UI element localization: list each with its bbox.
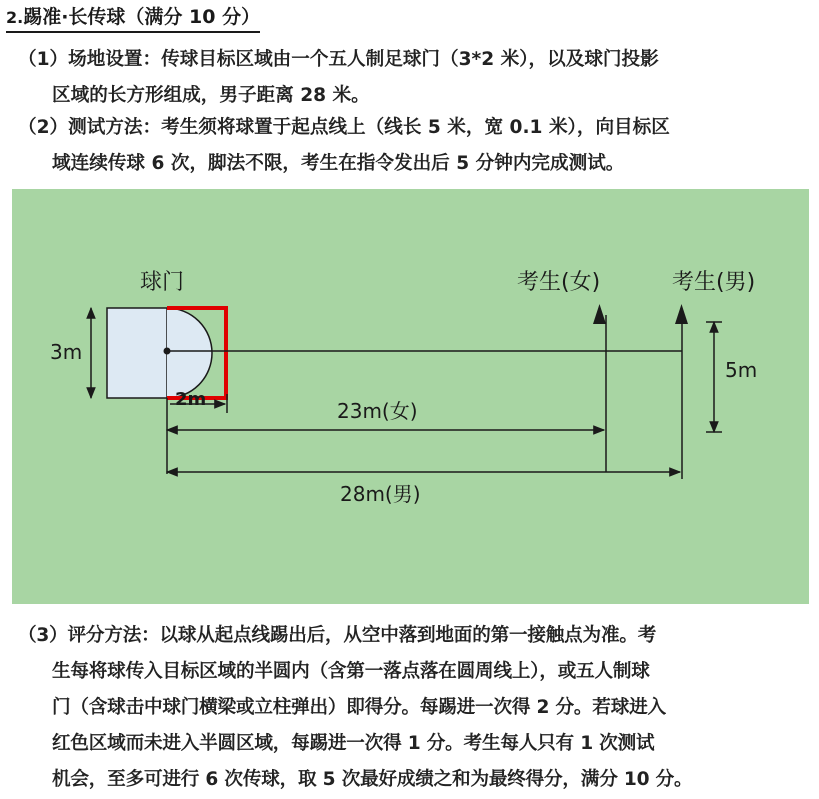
section-number: 2. bbox=[6, 8, 24, 27]
dist-male-label: 28m(男) bbox=[340, 482, 421, 506]
female-label: 考生(女) bbox=[517, 270, 601, 295]
male-label: 考生(男) bbox=[672, 270, 756, 295]
goal-label: 球门 bbox=[140, 270, 185, 295]
field-diagram-svg bbox=[12, 189, 809, 604]
section-title bbox=[6, 2, 260, 33]
test-method-line-2: 域连续传球 6 次，脚法不限，考生在指令发出后 5 分钟内完成测试。 bbox=[52, 153, 625, 174]
field-setup-paragraph bbox=[18, 42, 808, 114]
scoring-line-5: 机会，至多可进行 6 次传球，取 5 次最好成绩之和为最终得分，满分 10 分。 bbox=[52, 769, 693, 790]
dist-female-label: 23m(女) bbox=[337, 399, 418, 423]
scoring-line-3: 门（含球击中球门横梁或立柱弹出）即得分。每踢进一次得 2 分。若球进入 bbox=[52, 697, 666, 718]
scoring-paragraph bbox=[18, 618, 808, 798]
field-setup-line-1: （1）场地设置：传球目标区域由一个五人制足球门（3*2 米），以及球门投影 bbox=[18, 49, 659, 70]
field-diagram bbox=[12, 189, 809, 604]
scoring-line-4: 红色区域而未进入半圆区域，每踢进一次得 1 分。考生每人只有 1 次测试 bbox=[52, 733, 655, 754]
scoring-line-2: 生每将球传入目标区域的半圆内（含第一落点落在圆周线上），或五人制球 bbox=[52, 661, 650, 682]
test-method-line-1: （2）测试方法：考生须将球置于起点线上（线长 5 米，宽 0.1 米），向目标区 bbox=[18, 117, 670, 138]
scoring-line-1: （3）评分方法：以球从起点线踢出后，从空中落到地面的第一接触点为准。考 bbox=[18, 625, 657, 646]
dist-2m-label: 2m bbox=[175, 389, 207, 410]
width-5m-label: 5m bbox=[725, 358, 758, 382]
width-3m-label: 3m bbox=[50, 340, 83, 364]
section-title-text: 踢准·长传球（满分 10 分） bbox=[23, 6, 261, 28]
test-method-paragraph bbox=[18, 110, 808, 182]
goal-box bbox=[107, 308, 167, 398]
field-setup-line-2: 区域的长方形组成，男子距离 28 米。 bbox=[52, 85, 370, 106]
